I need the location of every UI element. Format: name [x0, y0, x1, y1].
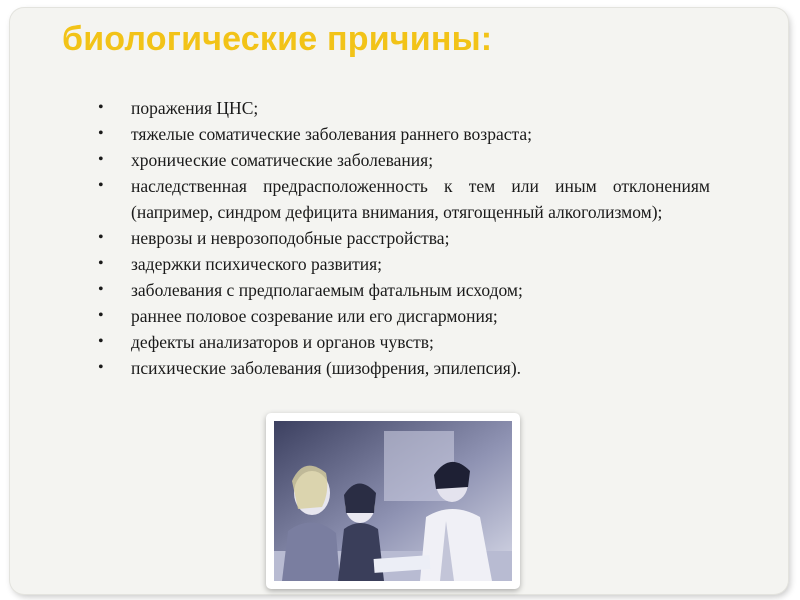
list-item: • задержки психического развития;	[98, 251, 710, 277]
list-item: • психические заболевания (шизофрения, эпилепсия).	[98, 355, 710, 381]
list-item: • наследственная предрасположенность к тем или иным отклонениям (например, синдром дефицита внимания, отягощенный алкоголизмом);	[98, 173, 710, 225]
photo-illustration	[274, 421, 512, 581]
list-item: • дефекты анализаторов и органов чувств;	[98, 329, 710, 355]
list-item: • поражения ЦНС;	[98, 95, 710, 121]
list-item: • заболевания с предполагаемым фатальным исходом;	[98, 277, 710, 303]
doctor-consultation-photo	[266, 413, 520, 589]
list-item: • неврозы и неврозоподобные расстройства;	[98, 225, 710, 251]
slide-title: биологические причины:	[62, 20, 493, 58]
list-item: • хронические соматические заболевания;	[98, 147, 710, 173]
list-item: • тяжелые соматические заболевания раннего возраста;	[98, 121, 710, 147]
list-item: • раннее половое созревание или его дисгармония;	[98, 303, 710, 329]
bullet-list	[98, 95, 710, 381]
